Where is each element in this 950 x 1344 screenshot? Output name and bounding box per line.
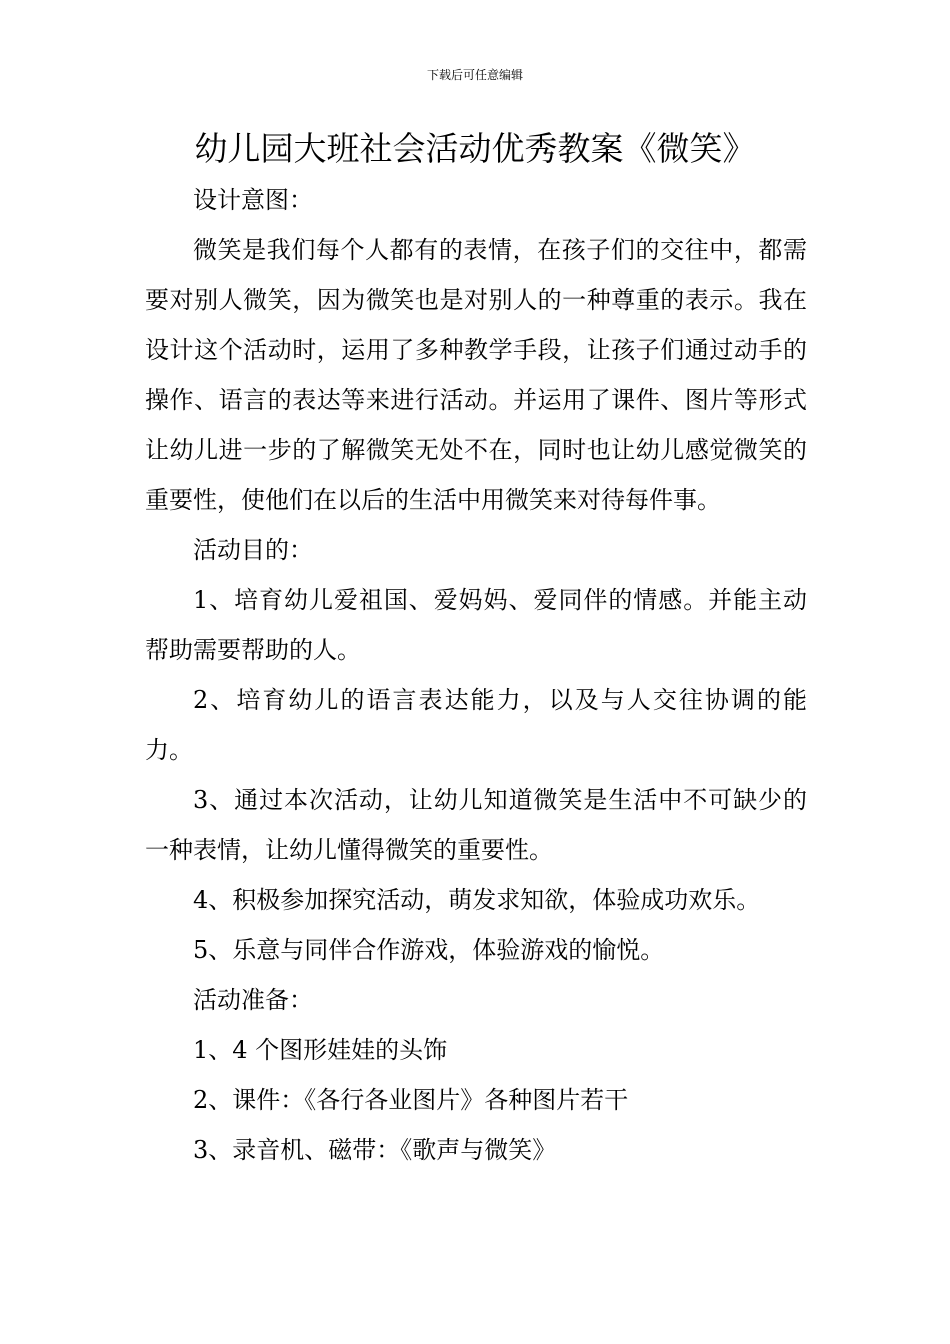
- preparation-item-3: 3、录音机、磁带：《歌声与微笑》: [193, 1136, 557, 1164]
- objective-item-3: 3、通过本次活动，让幼儿知道微笑是生活中不可缺少的一种表情，让幼儿懂得微笑的重要性。: [145, 786, 807, 864]
- preparation-item-2: 2、课件：《各行各业图片》各种图片若干: [193, 1086, 629, 1114]
- header-note: 下载后可任意编辑: [426, 68, 523, 82]
- objective-item-1: 1、培育幼儿爱祖国、爱妈妈、爱同伴的情感。并能主动帮助需要帮助的人。: [145, 586, 807, 664]
- section-heading-objectives: 活动目的：: [193, 536, 313, 564]
- section-heading-design-intent: 设计意图：: [193, 186, 313, 214]
- objective-item-2: 2、培育幼儿的语言表达能力，以及与人交往协调的能力。: [145, 686, 807, 764]
- paragraph-design-intent: 微笑是我们每个人都有的表情，在孩子们的交往中，都需要对别人微笑，因为微笑也是对别人的一种尊重的表示。我在设计这个活动时，运用了多种教学手段，让孩子们通过动手的操作、语言的表达等来进行活动。并运用了课件、图片等形式让幼儿进一步的了解微笑无处不在，同时也让幼儿感觉微笑的重要性，使他们在以后的生活中用微笑来对待每件事。: [145, 236, 807, 514]
- objective-item-5: 5、乐意与同伴合作游戏，体验游戏的愉悦。: [193, 936, 665, 964]
- document-title: 幼儿园大班社会活动优秀教案《微笑》: [194, 129, 756, 168]
- document-body: [145, 175, 807, 1175]
- section-heading-preparation: 活动准备：: [193, 986, 313, 1014]
- preparation-item-1: 1、4 个图形娃娃的头饰: [193, 1036, 448, 1064]
- objective-item-4: 4、积极参加探究活动，萌发求知欲，体验成功欢乐。: [193, 886, 761, 914]
